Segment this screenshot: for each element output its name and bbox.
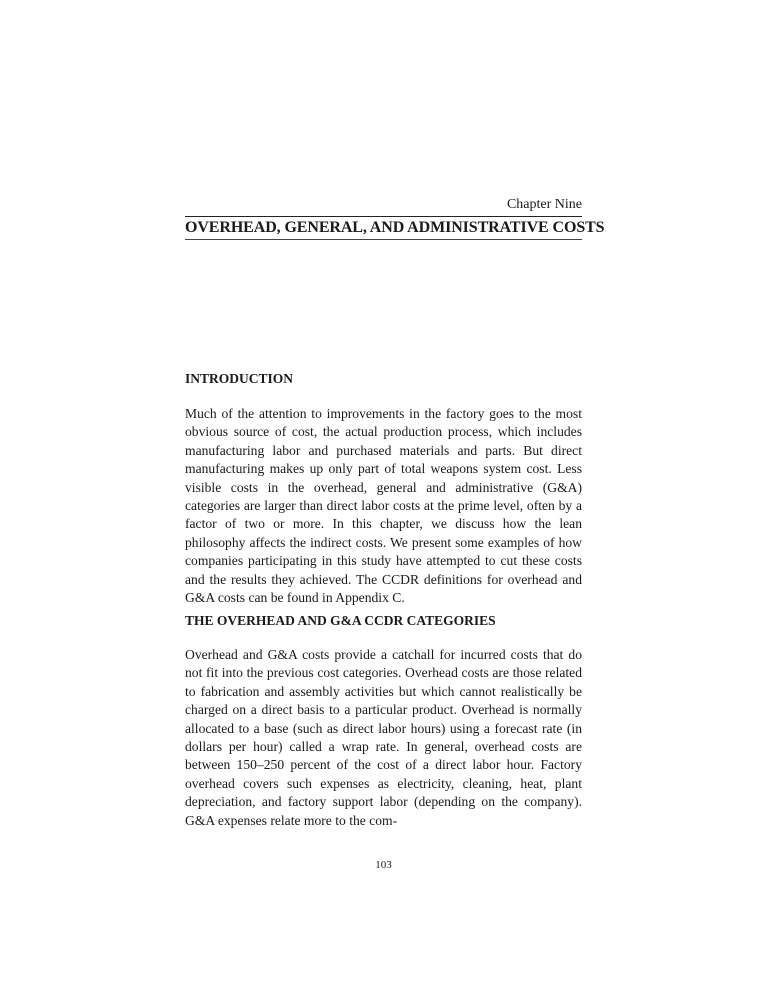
chapter-rule	[185, 216, 582, 217]
section-heading-ccdr-categories: THE OVERHEAD AND G&A CCDR CATEGORIES	[185, 613, 496, 628]
chapter-label: Chapter Nine	[506, 197, 582, 212]
page-number: 103	[375, 859, 392, 871]
document-page	[185, 0, 605, 994]
paragraph-introduction: Much of the attention to improvements in the factory goes to the most obvious source of cost, the actual production process, which includes manufacturing labor and purchased materials and parts. But direct manufacturing makes up only part of total weapons system cost. Less visible costs in the overhead, general and administrative (G&A) categories are larger than direct labor costs at the prime level, often by a factor of two or more. In this chapter, we discuss how the lean philosophy affects the indirect costs. We present some examples of how companies participating in this study have attempted to cut these costs and the results they achieved. The CCDR definitions for overhead and G&A costs can be found in Appendix C.	[185, 406, 582, 606]
section-heading-introduction: INTRODUCTION	[185, 371, 294, 386]
title-underline	[185, 239, 582, 240]
chapter-title: OVERHEAD, GENERAL, AND ADMINISTRATIVE COSTS	[185, 219, 605, 236]
paragraph-ccdr-categories: Overhead and G&A costs provide a catchall for incurred costs that do not fit into the previous cost categories. Overhead costs are those related to fabrication and assembly activities but which cannot realistically be charged on a direct basis to a particular product. Overhead is normally allocated to a base (such as direct labor hours) using a forecast rate (in dollars per hour) called a wrap rate. In general, overhead costs are between 150–250 percent of the cost of a direct labor hour. Factory overhead covers such expenses as electricity, cleaning, heat, plant depreciation, and factory support labor (depending on the company). G&A expenses relate more to the com-	[185, 647, 582, 828]
